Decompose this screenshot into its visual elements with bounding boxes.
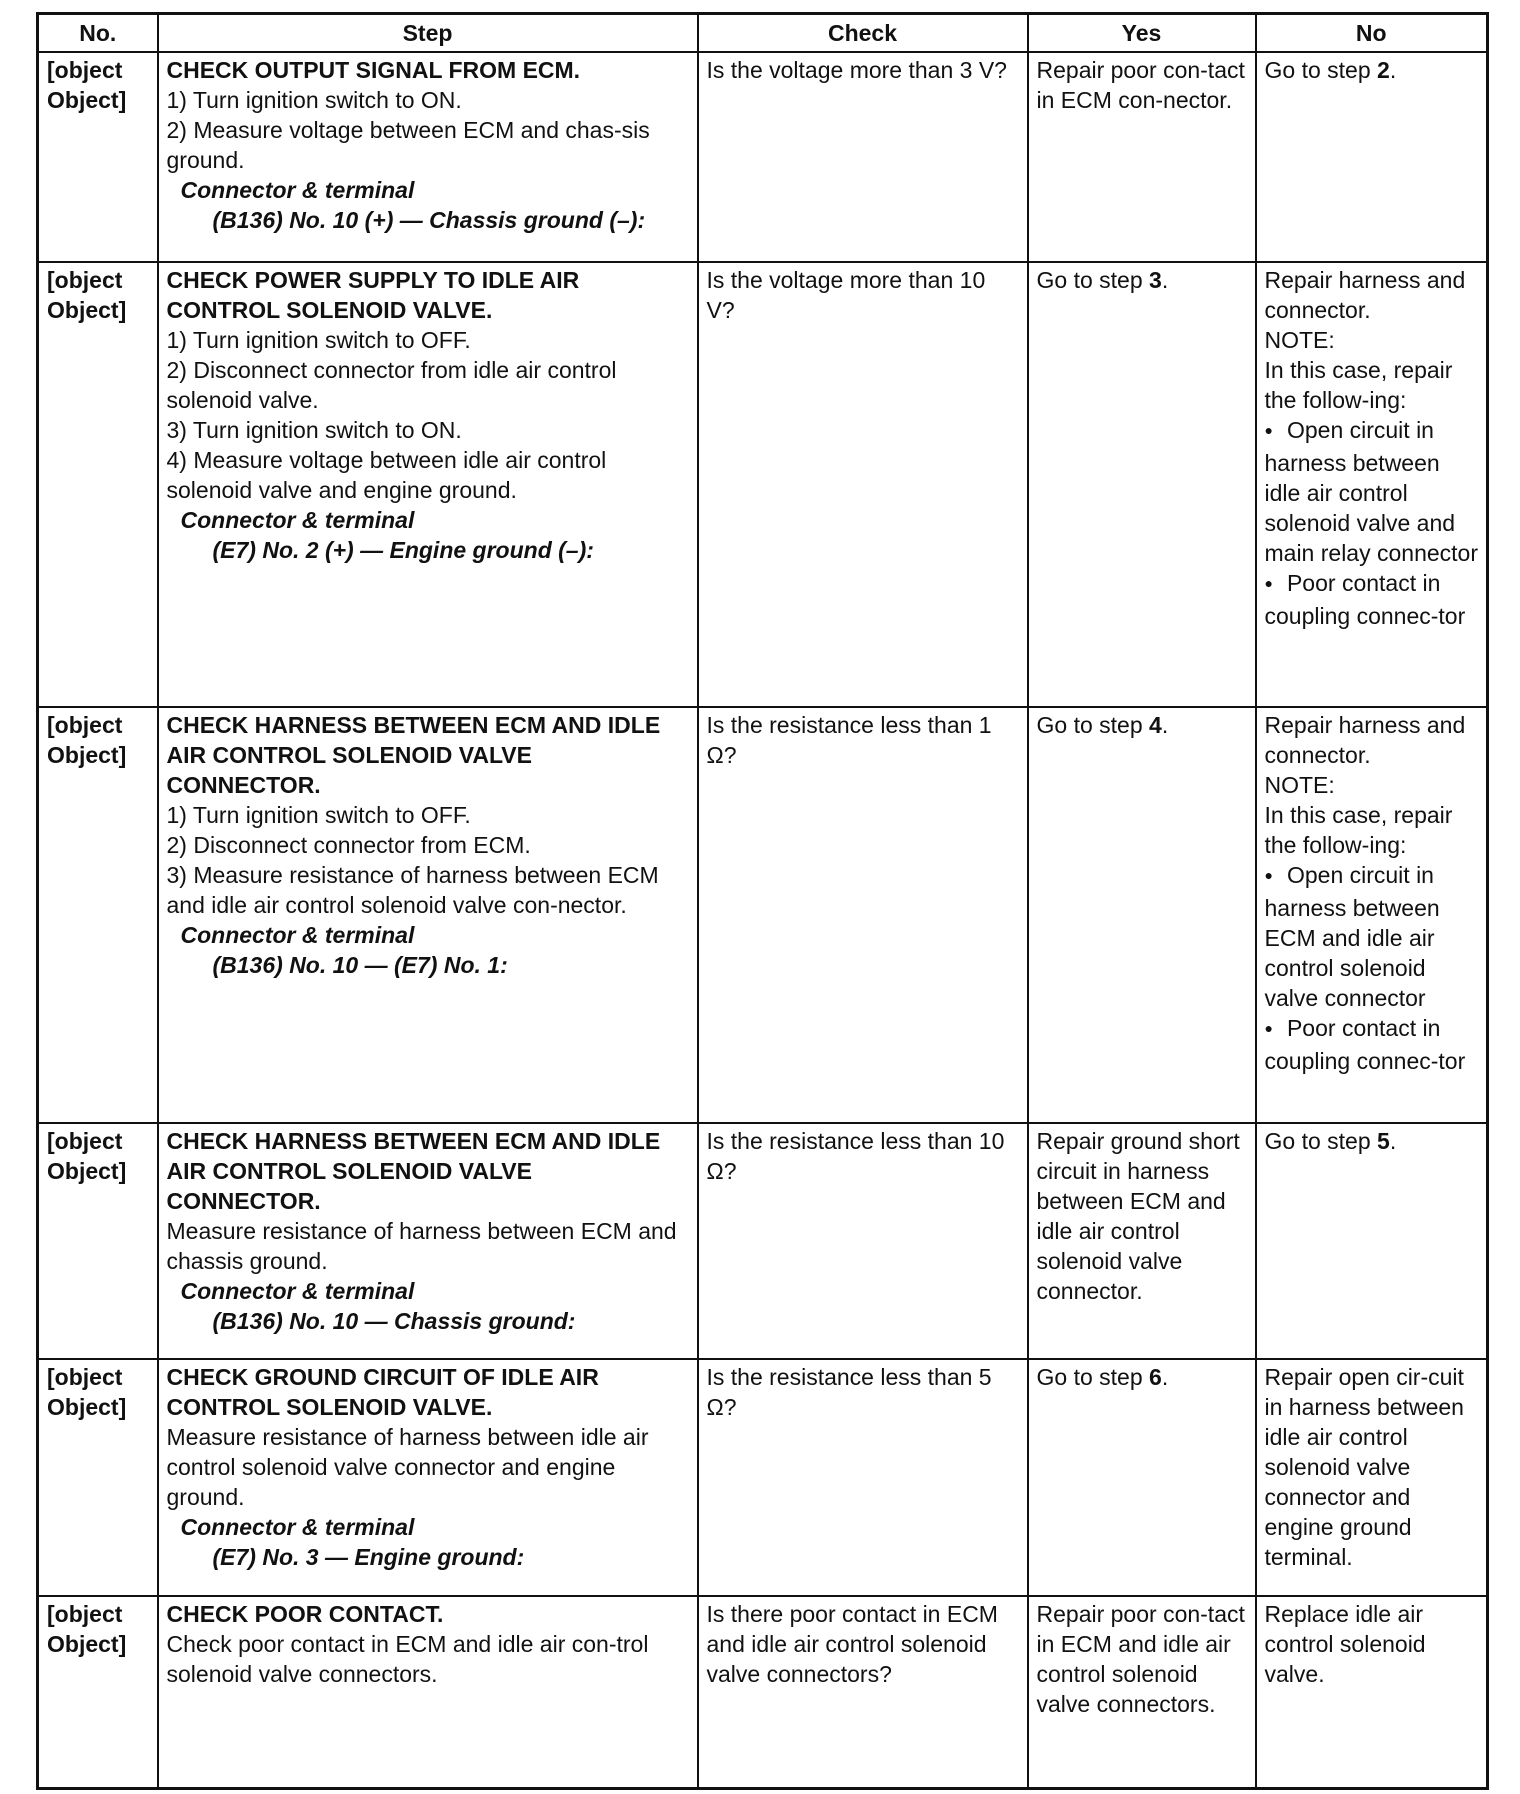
no-bullet: ● Poor contact in coupling connec-tor [1265, 568, 1479, 631]
check-cell: Is the resistance less than 5 Ω? [698, 1359, 1028, 1596]
step-title: CHECK HARNESS BETWEEN ECM AND IDLE AIR CONTROL SOLENOID VALVE CONNECTOR. [166, 711, 661, 798]
step-cell [158, 262, 698, 707]
no-cell [1256, 1596, 1488, 1788]
yes-text: Repair poor con-tact in ECM and idle air control solenoid valve connectors. [1036, 1601, 1245, 1718]
check-cell: Is there poor contact in ECM and idle air control solenoid valve connectors? [698, 1596, 1028, 1788]
no-text: Replace idle air control solenoid valve. [1264, 1601, 1426, 1688]
connector-terminal: (B136) No. 10 — (E7) No. 1: [212, 951, 508, 978]
step-cell [158, 1359, 698, 1596]
no-cell [1256, 1359, 1488, 1596]
table-row [38, 52, 1488, 262]
table-row [38, 1359, 1488, 1596]
connector-label: Connector & terminal [180, 1277, 415, 1304]
check-cell: Is the resistance less than 10 Ω? [698, 1123, 1028, 1360]
yes-goto-prefix: Go to step [1036, 1364, 1150, 1391]
header-check: Check [698, 14, 1028, 53]
header-yes: Yes [1028, 14, 1256, 53]
table-row [38, 262, 1488, 707]
no-line: In this case, repair the follow-ing: [1264, 357, 1453, 414]
no-line: NOTE: [1264, 771, 1335, 798]
yes-cell [1028, 262, 1256, 707]
step-title: CHECK POWER SUPPLY TO IDLE AIR CONTROL SOLENOID VALVE. [166, 267, 580, 324]
table-row [38, 707, 1488, 1123]
connector-label: Connector & terminal [180, 177, 415, 203]
step-cell [158, 1123, 698, 1360]
no-line: In this case, repair the follow-ing: [1264, 801, 1453, 858]
step-instruction: 4) Measure voltage between idle air control solenoid valve and engine ground. [166, 447, 607, 504]
step-number: [object Object] [38, 1596, 158, 1788]
step-instruction: 2) Measure voltage between ECM and chas-sis ground. [166, 117, 650, 173]
check-cell: Is the voltage more than 10 V? [698, 262, 1028, 707]
step-title: CHECK HARNESS BETWEEN ECM AND IDLE AIR CONTROL SOLENOID VALVE CONNECTOR. [166, 1127, 661, 1214]
step-number: [object Object] [38, 1123, 158, 1360]
check-cell: Is the voltage more than 3 V? [698, 52, 1028, 262]
yes-goto-step: 4 [1149, 711, 1162, 738]
table-row [38, 1596, 1488, 1788]
connector-terminal: (B136) No. 10 (+) — Chassis ground (–): [212, 207, 646, 233]
step-number: [object Object] [38, 52, 158, 262]
no-cell [1256, 1123, 1488, 1360]
step-instruction: 2) Disconnect connector from ECM. [166, 831, 531, 858]
table-row [38, 1123, 1488, 1360]
no-cell [1256, 262, 1488, 707]
step-instruction: Measure resistance of harness between idle air control solenoid valve connector and engine ground. [166, 1424, 649, 1511]
no-goto-prefix: Go to step [1264, 57, 1378, 83]
header-row [38, 14, 1488, 53]
yes-text: Repair poor con-tact in ECM con-nector. [1036, 57, 1245, 113]
yes-cell [1028, 52, 1256, 262]
no-line: Repair harness and connector. [1264, 267, 1466, 324]
step-title: CHECK OUTPUT SIGNAL FROM ECM. [166, 57, 581, 83]
step-cell [158, 707, 698, 1123]
yes-goto-suffix: . [1161, 267, 1169, 294]
no-line: NOTE: [1264, 327, 1335, 354]
connector-terminal: (E7) No. 3 — Engine ground: [212, 1544, 525, 1571]
header-no-result: No [1256, 14, 1488, 53]
header-step: Step [158, 14, 698, 53]
no-line: Repair harness and connector. [1264, 711, 1466, 768]
no-bullet: ● Poor contact in coupling connec-tor [1265, 1013, 1479, 1076]
yes-goto-prefix: Go to step [1036, 711, 1150, 738]
step-instruction: 1) Turn ignition switch to ON. [166, 87, 462, 113]
no-goto-suffix: . [1389, 1127, 1397, 1154]
yes-text: Repair ground short circuit in harness between ECM and idle air control solenoid valve connector. [1036, 1127, 1240, 1304]
connector-terminal: (E7) No. 2 (+) — Engine ground (–): [212, 537, 594, 564]
no-goto-step: 5 [1377, 1127, 1390, 1154]
connector-label: Connector & terminal [180, 507, 415, 534]
step-number: [object Object] [38, 262, 158, 707]
no-goto-step: 2 [1377, 57, 1390, 83]
yes-goto-suffix: . [1161, 1364, 1169, 1391]
yes-goto-prefix: Go to step [1036, 267, 1150, 294]
step-cell [158, 1596, 698, 1788]
yes-cell [1028, 707, 1256, 1123]
yes-goto-suffix: . [1161, 711, 1169, 738]
step-title: CHECK GROUND CIRCUIT OF IDLE AIR CONTROL SOLENOID VALVE. [166, 1364, 599, 1421]
no-goto [1265, 1126, 1479, 1156]
step-instruction: 1) Turn ignition switch to OFF. [166, 801, 471, 828]
yes-cell [1028, 1596, 1256, 1788]
no-text: Repair open cir-cuit in harness between idle air control solenoid valve connector and engine ground terminal. [1264, 1364, 1464, 1571]
yes-goto [1037, 265, 1247, 295]
header-no: No. [38, 14, 158, 53]
no-goto [1265, 55, 1479, 85]
no-cell [1256, 52, 1488, 262]
step-cell [158, 52, 698, 262]
no-bullet: ● Open circuit in harness between ECM and idle air control solenoid valve connector [1265, 860, 1479, 1013]
table-body [38, 52, 1488, 1789]
connector-label: Connector & terminal [180, 921, 415, 948]
step-instruction: 3) Turn ignition switch to ON. [166, 417, 462, 444]
step-instruction: Measure resistance of harness between ECM and chassis ground. [166, 1217, 677, 1274]
no-goto-prefix: Go to step [1264, 1127, 1378, 1154]
no-goto-suffix: . [1389, 57, 1397, 83]
step-instruction: 1) Turn ignition switch to OFF. [166, 327, 471, 354]
yes-goto-step: 3 [1149, 267, 1162, 294]
step-number: [object Object] [38, 1359, 158, 1596]
yes-goto-step: 6 [1149, 1364, 1162, 1391]
yes-goto [1037, 710, 1247, 740]
step-instruction: 2) Disconnect connector from idle air control solenoid valve. [166, 357, 617, 414]
step-title: CHECK POOR CONTACT. [166, 1601, 444, 1628]
check-cell: Is the resistance less than 1 Ω? [698, 707, 1028, 1123]
step-instruction: 3) Measure resistance of harness between ECM and idle air control solenoid valve con-nector. [166, 861, 659, 918]
yes-cell [1028, 1123, 1256, 1360]
step-number: [object Object] [38, 707, 158, 1123]
diagnosis-table [36, 12, 1489, 1790]
yes-goto [1037, 1362, 1247, 1392]
yes-cell [1028, 1359, 1256, 1596]
step-instruction: Check poor contact in ECM and idle air con-trol solenoid valve connectors. [166, 1631, 649, 1688]
connector-terminal: (B136) No. 10 — Chassis ground: [212, 1307, 576, 1334]
no-cell [1256, 707, 1488, 1123]
connector-label: Connector & terminal [180, 1514, 415, 1541]
no-bullet: ● Open circuit in harness between idle air control solenoid valve and main relay connector [1265, 415, 1479, 568]
